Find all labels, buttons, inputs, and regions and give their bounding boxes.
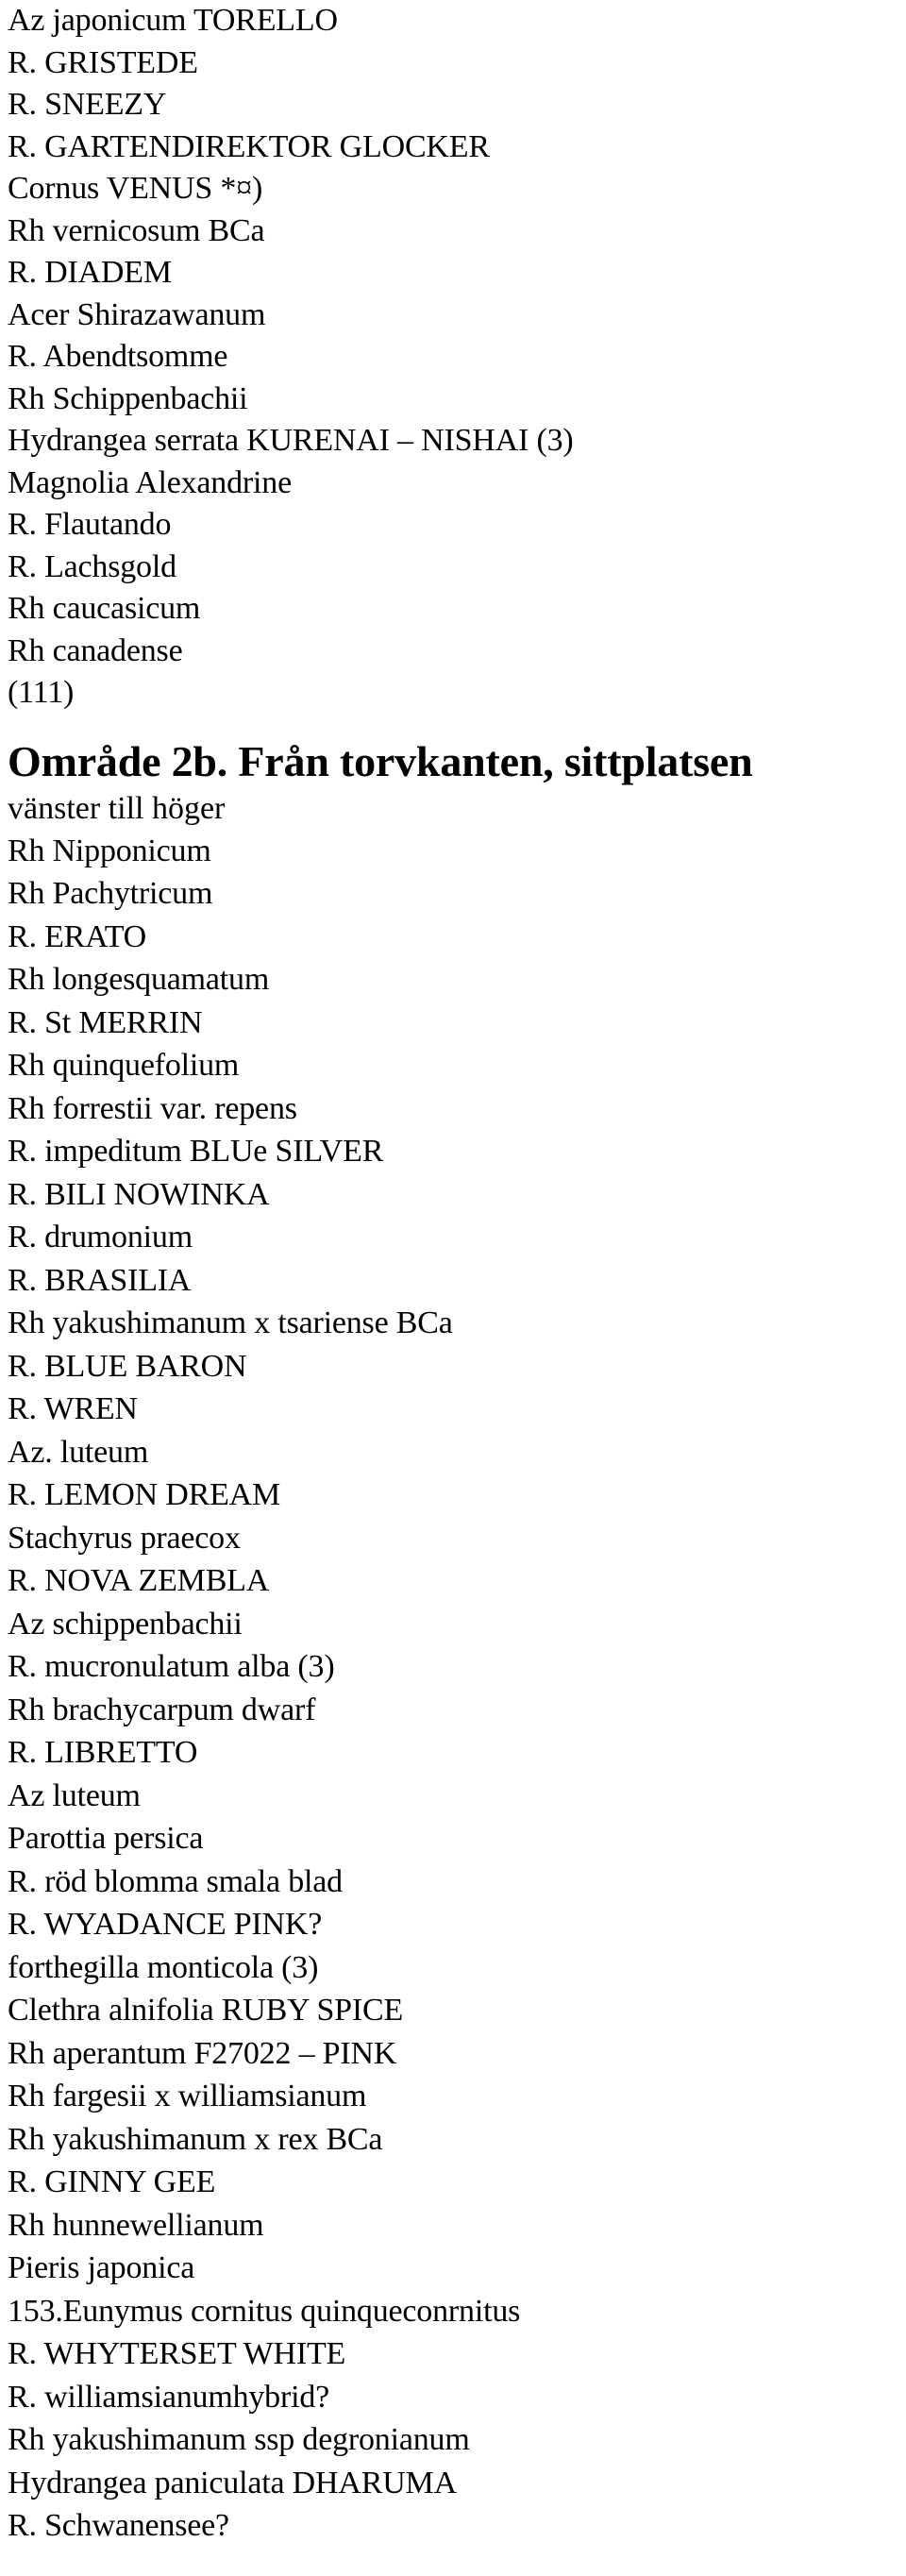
list-item: Rh hunnewellianum <box>8 2207 264 2243</box>
list-item: R. WREN <box>8 1391 138 1426</box>
list-item: Rh quinquefolium <box>8 1048 240 1083</box>
list-item: forthegilla monticola (3) <box>8 1949 319 1985</box>
list-item: R. LEMON DREAM <box>8 1477 281 1512</box>
list-item: Az japonicum TORELLO <box>8 3 338 38</box>
list-item: Rh canadense <box>8 632 183 668</box>
list-item: R. SNEEZY <box>8 87 167 122</box>
list-item: Rh caucasicum <box>8 591 201 626</box>
list-item: R. Flautando <box>8 507 172 542</box>
list-item: Rh yakushimanum x tsariense BCa <box>8 1305 453 1340</box>
list-item: R. GARTENDIREKTOR GLOCKER <box>8 128 490 164</box>
list-item: R. drumonium <box>8 1220 193 1254</box>
list-item: R. GRISTEDE <box>8 44 198 80</box>
list-item: (111) <box>8 675 75 710</box>
list-item: R. BLUE BARON <box>8 1348 247 1384</box>
list-item: R. williamsianumhybrid? <box>8 2379 330 2415</box>
list-item: Az luteum <box>8 1777 141 1813</box>
list-item: Stachyrus praecox <box>8 1520 241 1556</box>
list-item: Rh Schippenbachii <box>8 380 248 416</box>
list-item: Rh Pachytricum <box>8 876 213 911</box>
list-item: R. St MERRIN <box>8 1004 203 1040</box>
list-item: Hydrangea serrata KURENAI – NISHAI (3) <box>8 423 574 458</box>
list-item: R. impeditum BLUe SILVER <box>8 1134 384 1169</box>
list-item: Rh yakushimanum ssp degronianum <box>8 2422 470 2457</box>
list-item: Parottia persica <box>8 1821 204 1856</box>
section-heading: Område 2b. Från torvkanten, sittplatsen <box>8 736 753 785</box>
list-item: Rh fargesii x williamsianum <box>8 2079 367 2113</box>
list-item: R. Abendtsomme <box>8 339 228 374</box>
list-item: Rh vernicosum BCa <box>8 212 265 248</box>
list-item: R. NOVA ZEMBLA <box>8 1563 270 1598</box>
list-item: Rh aperantum F27022 – PINK <box>8 2035 397 2071</box>
list-item: Rh Nipponicum <box>8 833 211 868</box>
list-item: R. Lachsgold <box>8 548 176 584</box>
list-item: R. WYADANCE PINK? <box>8 1907 323 1942</box>
list-item: R. GINNY GEE <box>8 2164 216 2199</box>
list-item: R. mucronulatum alba (3) <box>8 1649 335 1684</box>
list-item: Rh brachycarpum dwarf <box>8 1692 316 1727</box>
list-item: Acer Shirazawanum <box>8 296 266 332</box>
list-item: Cornus VENUS *¤) <box>8 171 263 206</box>
list-item: R. BILI NOWINKA <box>8 1176 270 1212</box>
list-item: R. DIADEM <box>8 255 172 290</box>
list-item: R. röd blomma smala blad <box>8 1863 343 1899</box>
list-item: Hydrangea paniculata DHARUMA <box>8 2465 457 2500</box>
section-subheading: vänster till höger <box>8 790 226 826</box>
list-item: 153.Eunymus cornitus quinqueconrnitus <box>8 2293 521 2329</box>
list-item: Clethra alnifolia RUBY SPICE <box>8 1993 404 2028</box>
list-item: R. BRASILIA <box>8 1262 192 1298</box>
list-item: Rh forrestii var. repens <box>8 1090 297 1126</box>
list-item: Magnolia Alexandrine <box>8 464 292 500</box>
list-item: R. Schwanensee? <box>8 2508 229 2543</box>
list-item: R. ERATO <box>8 918 147 954</box>
list-item: Az. luteum <box>8 1434 149 1470</box>
plant-list-top <box>8 0 906 715</box>
list-item: R. WHYTERSET WHITE <box>8 2336 346 2371</box>
list-item: Rh yakushimanum x rex BCa <box>8 2121 383 2157</box>
list-item: Az schippenbachii <box>8 1606 243 1642</box>
plant-list-2b <box>8 830 906 2548</box>
section-gap <box>8 715 906 735</box>
list-item: Rh longesquamatum <box>8 962 270 997</box>
list-item: Pieris japonica <box>8 2250 195 2285</box>
list-item: R. LIBRETTO <box>8 1735 198 1770</box>
